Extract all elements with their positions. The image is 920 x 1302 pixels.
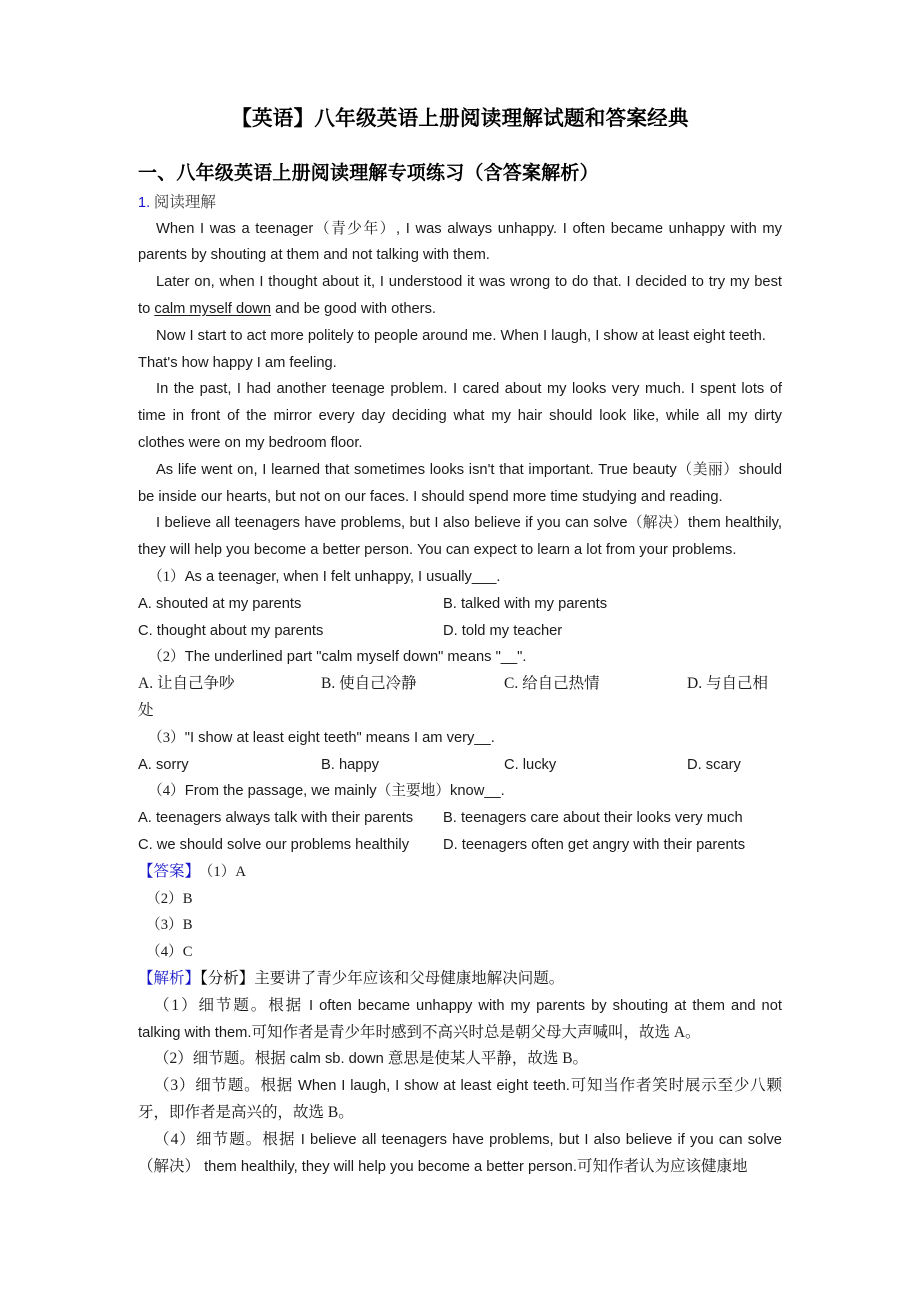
passage-p1-text-a: When I was a teenager — [156, 220, 314, 237]
analysis-label: 【分析】 — [200, 969, 255, 987]
explanation-2-lead: 细节题。根据 — [192, 1050, 286, 1068]
explanation-3-quote: When I laugh, I show at least eight teeth. — [293, 1078, 570, 1095]
question-3-stem — [138, 725, 782, 752]
question-2-option-d-overflow: 处 — [138, 701, 154, 719]
explanation-item-3 — [138, 1073, 782, 1127]
exercise-number: 1. — [138, 195, 151, 212]
explanation-1-number: （1） — [154, 996, 199, 1014]
underlined-phrase: calm myself down — [154, 301, 272, 318]
passage-paragraph-3: Now I start to act more politely to people around me. When I laugh, I show at least eight teeth. That's how happy I am feeling. — [138, 327, 766, 371]
question-4-number: （4） — [148, 783, 185, 800]
question-3-stem-text: "I show at least eight teeth" means I am very__. — [184, 729, 495, 746]
question-4-stem — [138, 778, 782, 805]
passage-p6-text-b: them healthily, they will help you become a better person. You can expect to learn a lot from your problems. — [138, 515, 782, 559]
explanation-4-gloss: （解决） — [138, 1157, 201, 1175]
passage-paragraph-5 — [138, 457, 782, 511]
explanation-1-quote: I often became unhappy with my parents by shouting at them and not talking with them. — [138, 997, 782, 1041]
question-3-options-row — [138, 752, 782, 779]
question-1-option-c[interactable]: C. thought about my parents — [138, 622, 324, 639]
question-4-option-b[interactable]: B. teenagers care about their looks very much — [443, 810, 743, 827]
question-3-option-c[interactable]: C. lucky — [504, 756, 557, 773]
explanation-3-tail: 可知当作者笑时展示至少八颗牙，即作者是高兴的，故选 B。 — [138, 1077, 782, 1121]
question-2-option-d[interactable]: D. 与自己相 — [687, 675, 768, 693]
answer-line-1 — [138, 859, 782, 886]
question-2-stem-text: The underlined part "calm myself down" means "__". — [184, 649, 527, 666]
passage-p6-gloss: （解决） — [627, 515, 689, 532]
explanation-2-tail: 意思是使某人平静，故选 B。 — [387, 1050, 589, 1068]
question-2-stem — [138, 644, 782, 671]
explanation-4-tail: 可知作者认为应该健康地 — [576, 1157, 748, 1175]
question-1-options-row-2 — [138, 618, 782, 645]
passage-p5-gloss: （美丽） — [676, 461, 739, 478]
explanation-1-lead: 细节题。根据 — [198, 996, 304, 1014]
question-1-stem-text: As a teenager, when I felt unhappy, I usually___. — [184, 569, 501, 585]
passage-p2-text-b: and be good with others. — [271, 301, 437, 318]
passage-p5-text-a: As life went on, I learned that sometimes looks isn't that important. True beauty — [156, 461, 677, 478]
question-4-stem-text-a: From the passage, we mainly — [184, 783, 377, 800]
question-2-number: （2） — [148, 649, 185, 666]
passage-p5-text-b: should be inside our hearts, but not on our faces. I should spend more time studying and reading. — [138, 461, 782, 505]
exercise-label: 阅读理解 — [153, 194, 216, 212]
answer-line-3 — [138, 912, 782, 939]
question-4-option-c[interactable]: C. we should solve our problems healthily — [138, 836, 410, 853]
question-2-option-a[interactable]: A. 让自己争吵 — [138, 675, 235, 693]
explanation-4-lead: 细节题。根据 — [196, 1130, 296, 1148]
passage-p1-text-b: , I was always unhappy. I often became unhappy with my parents by shouting at them and not talking with them. — [138, 220, 782, 264]
explanation-2-quote: calm sb. down — [285, 1051, 388, 1068]
question-1-option-d[interactable]: D. told my teacher — [443, 622, 563, 639]
explanation-item-1 — [138, 993, 782, 1047]
section-heading: 一、八年级英语上册阅读理解专项练习（含答案解析） — [138, 162, 599, 184]
answer-line-4 — [138, 939, 782, 966]
passage-paragraph-6 — [138, 510, 782, 564]
question-4-option-d[interactable]: D. teenagers often get angry with their parents — [443, 836, 746, 853]
question-2-options-row — [138, 671, 782, 698]
question-3-option-d[interactable]: D. scary — [687, 756, 741, 773]
answer-key-label: 【答案】 — [138, 862, 201, 880]
passage-paragraph-2 — [138, 269, 782, 323]
answer-4: （4）C — [146, 944, 193, 961]
answer-line-2 — [138, 886, 782, 913]
question-3-option-b[interactable]: B. happy — [321, 756, 379, 773]
question-4-stem-text-b: know__. — [450, 783, 505, 800]
explanation-header — [138, 966, 782, 993]
question-4-option-a[interactable]: A. teenagers always talk with their parents — [138, 810, 414, 827]
passage-p1-gloss: （青少年） — [313, 220, 397, 237]
explanation-1-tail: 可知作者是青少年时感到不高兴时总是朝父母大声喊叫，故选 A。 — [251, 1023, 701, 1041]
explanation-item-4 — [138, 1127, 782, 1181]
question-4-gloss: （主要地） — [376, 783, 451, 800]
explanation-2-number: （2） — [154, 1050, 193, 1068]
explanation-intro: 主要讲了青少年应该和父母健康地解决问题。 — [254, 969, 565, 987]
explanation-label: 【解析】 — [138, 969, 201, 987]
explanation-4-quote-2: them healthily, they will help you become a better person. — [200, 1158, 577, 1175]
explanation-3-lead: 细节题。根据 — [195, 1077, 294, 1095]
explanation-3-number: （3） — [154, 1077, 196, 1095]
question-4-options-row-2 — [138, 832, 782, 859]
explanation-4-number: （4） — [154, 1130, 197, 1148]
question-2-option-b[interactable]: B. 使自己冷静 — [321, 675, 417, 693]
question-1-number: （1） — [148, 569, 185, 585]
passage-paragraph-1 — [138, 216, 782, 270]
question-3-option-a[interactable]: A. sorry — [138, 756, 189, 773]
passage-p6-text-a: I believe all teenagers have problems, but I also believe if you can solve — [156, 515, 628, 532]
explanation-4-quote: I believe all teenagers have problems, but I also believe if you can solve — [295, 1131, 782, 1148]
question-1-stem — [138, 564, 782, 591]
answer-3: （3）B — [146, 917, 193, 934]
question-2-option-c[interactable]: C. 给自己热情 — [504, 675, 600, 693]
passage-paragraph-4: In the past, I had another teenage problem. I cared about my looks very much. I spent lots of time in front of the mirror every day deciding what my hair should look like, while all my dirty clothes were on my bedroom floor. — [138, 381, 782, 452]
page-title: 【英语】八年级英语上册阅读理解试题和答案经典 — [231, 108, 689, 130]
exercise-item-header — [138, 186, 782, 215]
question-1-options-row-1 — [138, 591, 782, 618]
answer-1: （1）A — [206, 863, 246, 880]
passage-p2-text-a: Later on, when I thought about it, I understood it was wrong to do that. I decided to try my best to — [138, 274, 782, 318]
answer-2: （2）B — [146, 890, 193, 907]
question-3-number: （3） — [148, 729, 185, 746]
question-4-options-row-1 — [138, 805, 782, 832]
question-1-option-b[interactable]: B. talked with my parents — [443, 595, 608, 612]
explanation-item-2 — [138, 1046, 782, 1073]
question-1-option-a[interactable]: A. shouted at my parents — [138, 595, 302, 612]
